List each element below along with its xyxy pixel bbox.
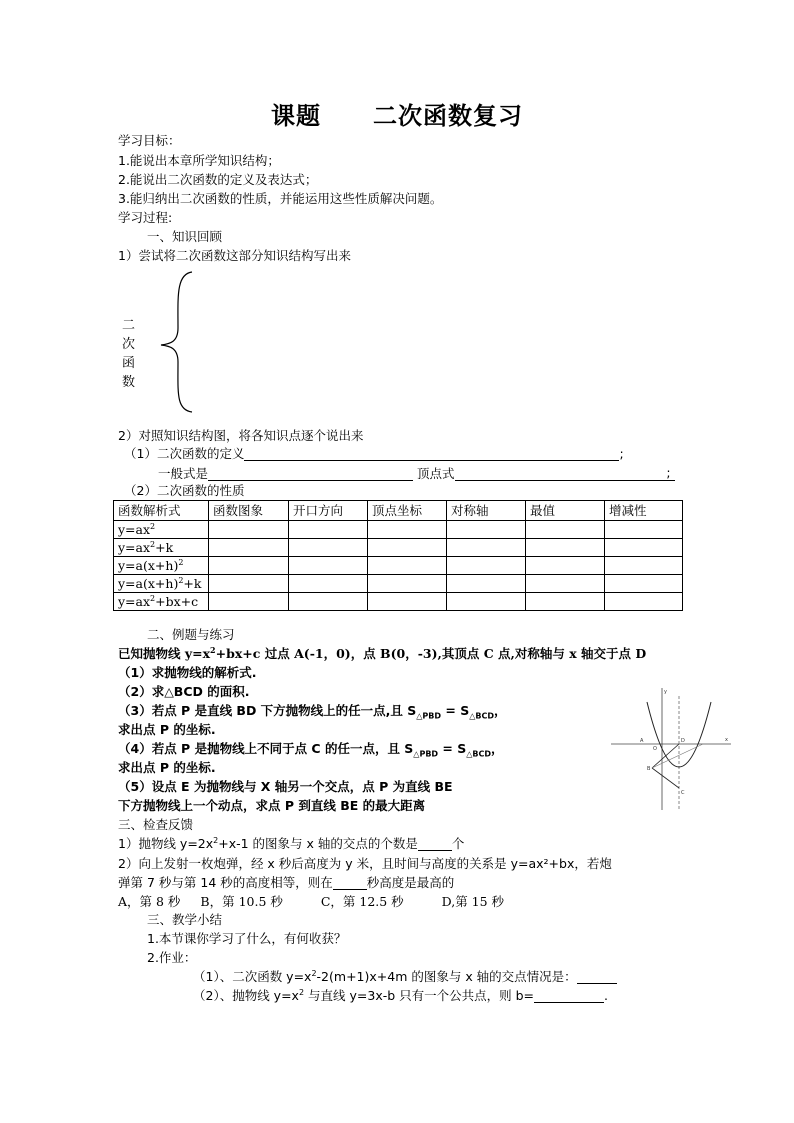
general-form-label: 一般式是 [158,466,209,481]
choice-d[interactable]: D,第 15 秒 [441,894,505,909]
table-cell[interactable] [368,539,447,557]
check-heading: 三、检查反馈 [118,817,194,832]
table-header: 开口方向 [289,501,368,521]
definition-line [124,446,624,461]
table-cell[interactable] [605,575,683,593]
label-b: B [647,766,651,772]
table-cell[interactable] [447,593,526,611]
table-cell[interactable] [605,539,683,557]
brace-label-char: 二 [122,318,136,333]
example-q2: （2）求△BCD 的面积. [118,684,250,699]
question-1: 1）尝试将二次函数这部分知识结构写出来 [118,248,351,263]
goal-item-2: 2.能说出二次函数的定义及表达式； [118,172,318,187]
label-y: y [664,689,667,695]
segment-bc [652,768,679,788]
example-q5: （5）设点 E 为抛物线与 X 轴另一个交点，点 P 为直线 BE [118,779,453,794]
table-cell-formula: $y=a(x+h)^2$ [114,557,209,575]
table-cell[interactable] [526,521,605,539]
table-cell[interactable] [209,593,289,611]
table-cell[interactable] [605,593,683,611]
choice-c[interactable]: C，第 12.5 秒 [320,894,404,909]
goal-item-1: 1.能说出本章所学知识结构； [118,153,280,168]
answer-blank[interactable] [333,889,367,890]
table-cell-formula: $y=ax^2$ [114,521,209,539]
brace-label-char: 次 [122,337,136,352]
process-heading: 学习过程: [118,210,173,225]
table-row [114,575,683,593]
label-c: C [681,790,685,796]
vertex-form-blank[interactable] [455,465,675,481]
table-cell-formula: $y=ax^2+k$ [114,539,209,557]
example-q3: （3）若点 P 是直线 BD 下方抛物线上的任一点,且 $S_{\triangle PBD} = S_{\triangle BCD}$， [118,703,507,721]
definition-label: （1）二次函数的定义 [124,446,245,461]
brace-label-char: 函 [122,356,136,371]
vertex-form-label: 顶点式 [417,466,455,481]
segment-be [652,744,703,768]
example-q1: （1）求抛物线的解析式. [118,665,257,680]
goals-heading: 学习目标： [118,133,181,148]
vertex-form-end: ; [666,465,671,480]
example-q4-cont: 求出点 P 的坐标. [118,760,216,775]
check-q2-cont: 弹第 7 秒与第 14 秒的高度相等，则在 秒高度是最高的 [118,875,455,890]
title-right: 二次函数复习 [373,101,523,130]
table-row [114,521,683,539]
label-o: O [653,746,657,752]
summary-item-1: 1.本节课你学习了什么，有何收获？ [147,931,347,946]
choices-line [118,894,504,909]
example-q5-cont: 下方抛物线上一个动点，求点 P 到直线 BE 的最大距离 [118,798,426,813]
table-cell[interactable] [289,593,368,611]
forms-line [158,465,675,481]
table-row [114,557,683,575]
question-2: 2）对照知识结构图，将各知识点逐个说出来 [118,428,364,443]
table-cell[interactable] [209,521,289,539]
table-cell[interactable] [526,575,605,593]
table-cell[interactable] [526,539,605,557]
title-left: 课题 [271,101,321,130]
table-cell[interactable] [447,521,526,539]
properties-table [113,500,683,611]
brace-label-char: 数 [122,375,136,390]
table-cell[interactable] [289,575,368,593]
definition-blank[interactable] [244,460,619,461]
choice-b[interactable]: B，第 10.5 秒 [200,894,283,909]
examples-heading: 二、例题与练习 [147,627,235,642]
definition-end: ; [619,446,624,461]
check-q1: 1）抛物线 $y=2x^2+x-1$ 的图象与 x 轴的交点的个数是 个 [118,835,465,851]
table-cell[interactable] [605,521,683,539]
choice-a[interactable]: A，第 8 秒 [118,894,181,909]
label-d: D [681,738,685,744]
table-cell[interactable] [605,557,683,575]
answer-blank[interactable] [418,850,452,851]
parabola-figure [607,684,737,814]
table-cell[interactable] [209,557,289,575]
table-cell[interactable] [447,557,526,575]
table-header: 函数解析式 [114,501,209,521]
example-q4: （4）若点 P 是抛物线上不同于点 C 的任一点，且 $S_{\triangle PBD} = S_{\triangle BCD}$， [118,741,504,759]
table-cell-formula: $y=ax^2+bx+c$ [114,593,209,611]
table-cell[interactable] [368,521,447,539]
table-row [114,593,683,611]
table-cell[interactable] [368,593,447,611]
table-header: 最值 [526,501,605,521]
table-cell[interactable] [526,557,605,575]
table-header: 顶点坐标 [368,501,447,521]
table-cell[interactable] [368,575,447,593]
table-header-row [114,501,683,521]
table-row [114,539,683,557]
table-cell[interactable] [209,575,289,593]
example-q3-cont: 求出点 P 的坐标. [118,722,216,737]
homework-1: （1）、二次函数 $y=x^2-2(m+1)x+4m$ 的图象与 x 轴的交点情况是： [193,969,617,984]
curly-brace-icon [158,268,208,416]
table-cell[interactable] [209,539,289,557]
check-q2: 2）向上发射一枚炮弹，经 x 秒后高度为 y 米，且时间与高度的关系是 y=ax²+bx，若炮 [118,856,612,871]
answer-blank[interactable] [534,1002,604,1003]
table-header: 增减性 [605,501,683,521]
table-cell[interactable] [289,521,368,539]
table-cell[interactable] [526,593,605,611]
summary-item-2: 2.作业： [147,950,197,965]
page-title [0,96,794,131]
table-cell[interactable] [289,557,368,575]
table-cell-formula: $y=a(x+h)^2+k$ [114,575,209,593]
homework-2: （2）、抛物线 $y=x^2$ 与直线 y=3x-b 只有一个公共点，则 b= . [193,987,609,1003]
table-header: 对称轴 [447,501,526,521]
label-a: A [640,738,644,744]
properties-label: （2）二次函数的性质 [124,483,245,498]
table-cell[interactable] [289,539,368,557]
general-form-blank[interactable] [208,480,413,481]
table-cell[interactable] [447,575,526,593]
summary-heading: 三、教学小结 [147,912,223,927]
table-cell[interactable] [447,539,526,557]
goal-item-3: 3.能归纳出二次函数的性质，并能运用这些性质解决问题。 [118,191,443,206]
label-x: x [725,737,728,743]
problem-statement: 已知抛物线 $y=x^2+bx+c$ 过点 A(-1，0)，点 B(0，-3),其顶点 C 点,对称轴与 x 轴交于点 D [118,644,647,661]
table-header: 函数图象 [209,501,289,521]
part1-heading: 一、知识回顾 [147,229,223,244]
answer-blank[interactable] [577,983,617,984]
table-cell[interactable] [368,557,447,575]
